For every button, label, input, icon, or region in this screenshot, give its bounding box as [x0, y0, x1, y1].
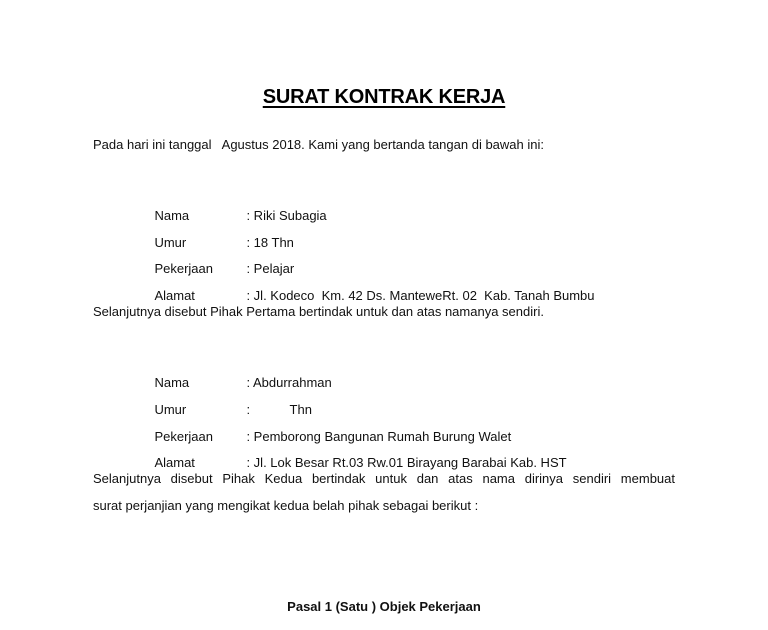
party1-age-label: Umur — [154, 235, 187, 250]
party2-occupation-label: Pekerjaan — [154, 429, 213, 444]
document-title: SURAT KONTRAK KERJA — [262, 86, 506, 108]
party2-name-label: Nama — [154, 375, 190, 390]
party2-age-value: : Thn — [246, 402, 312, 417]
party2-statement-line1: Selanjutnya disebut Pihak Kedua bertindak untuk dan atas nama dirinya sendiri membuat — [93, 471, 675, 486]
party1-statement: Selanjutnya disebut Pihak Pertama bertindak untuk dan atas namanya sendiri. — [93, 304, 544, 319]
party2-address-label: Alamat — [154, 455, 195, 470]
party2-address-value: : Jl. Lok Besar Rt.03 Rw.01 Birayang Barabai Kab. HST — [246, 455, 567, 470]
pasal-1-heading: Pasal 1 (Satu ) Objek Pekerjaan — [287, 599, 481, 614]
party1-name-value: : Riki Subagia — [246, 208, 327, 223]
party2-statement-line2: surat perjanjian yang mengikat kedua belah pihak sebagai berikut : — [93, 498, 479, 513]
party2-name-value: : Abdurrahman — [246, 375, 332, 390]
party2-occupation-value: : Pemborong Bangunan Rumah Burung Walet — [246, 429, 512, 444]
party1-occupation-label: Pekerjaan — [154, 261, 213, 276]
party1-occupation-value: : Pelajar — [246, 261, 295, 276]
party1-address-value: : Jl. Kodeco Km. 42 Ds. ManteweRt. 02 Kab. Tanah Bumbu — [246, 288, 595, 303]
party2-age-label: Umur — [154, 402, 187, 417]
party1-age-value: : 18 Thn — [246, 235, 294, 250]
party1-name-label: Nama — [154, 208, 190, 223]
intro-paragraph: Pada hari ini tanggal Agustus 2018. Kami yang bertanda tangan di bawah ini: — [93, 137, 544, 152]
party1-address-label: Alamat — [154, 288, 195, 303]
